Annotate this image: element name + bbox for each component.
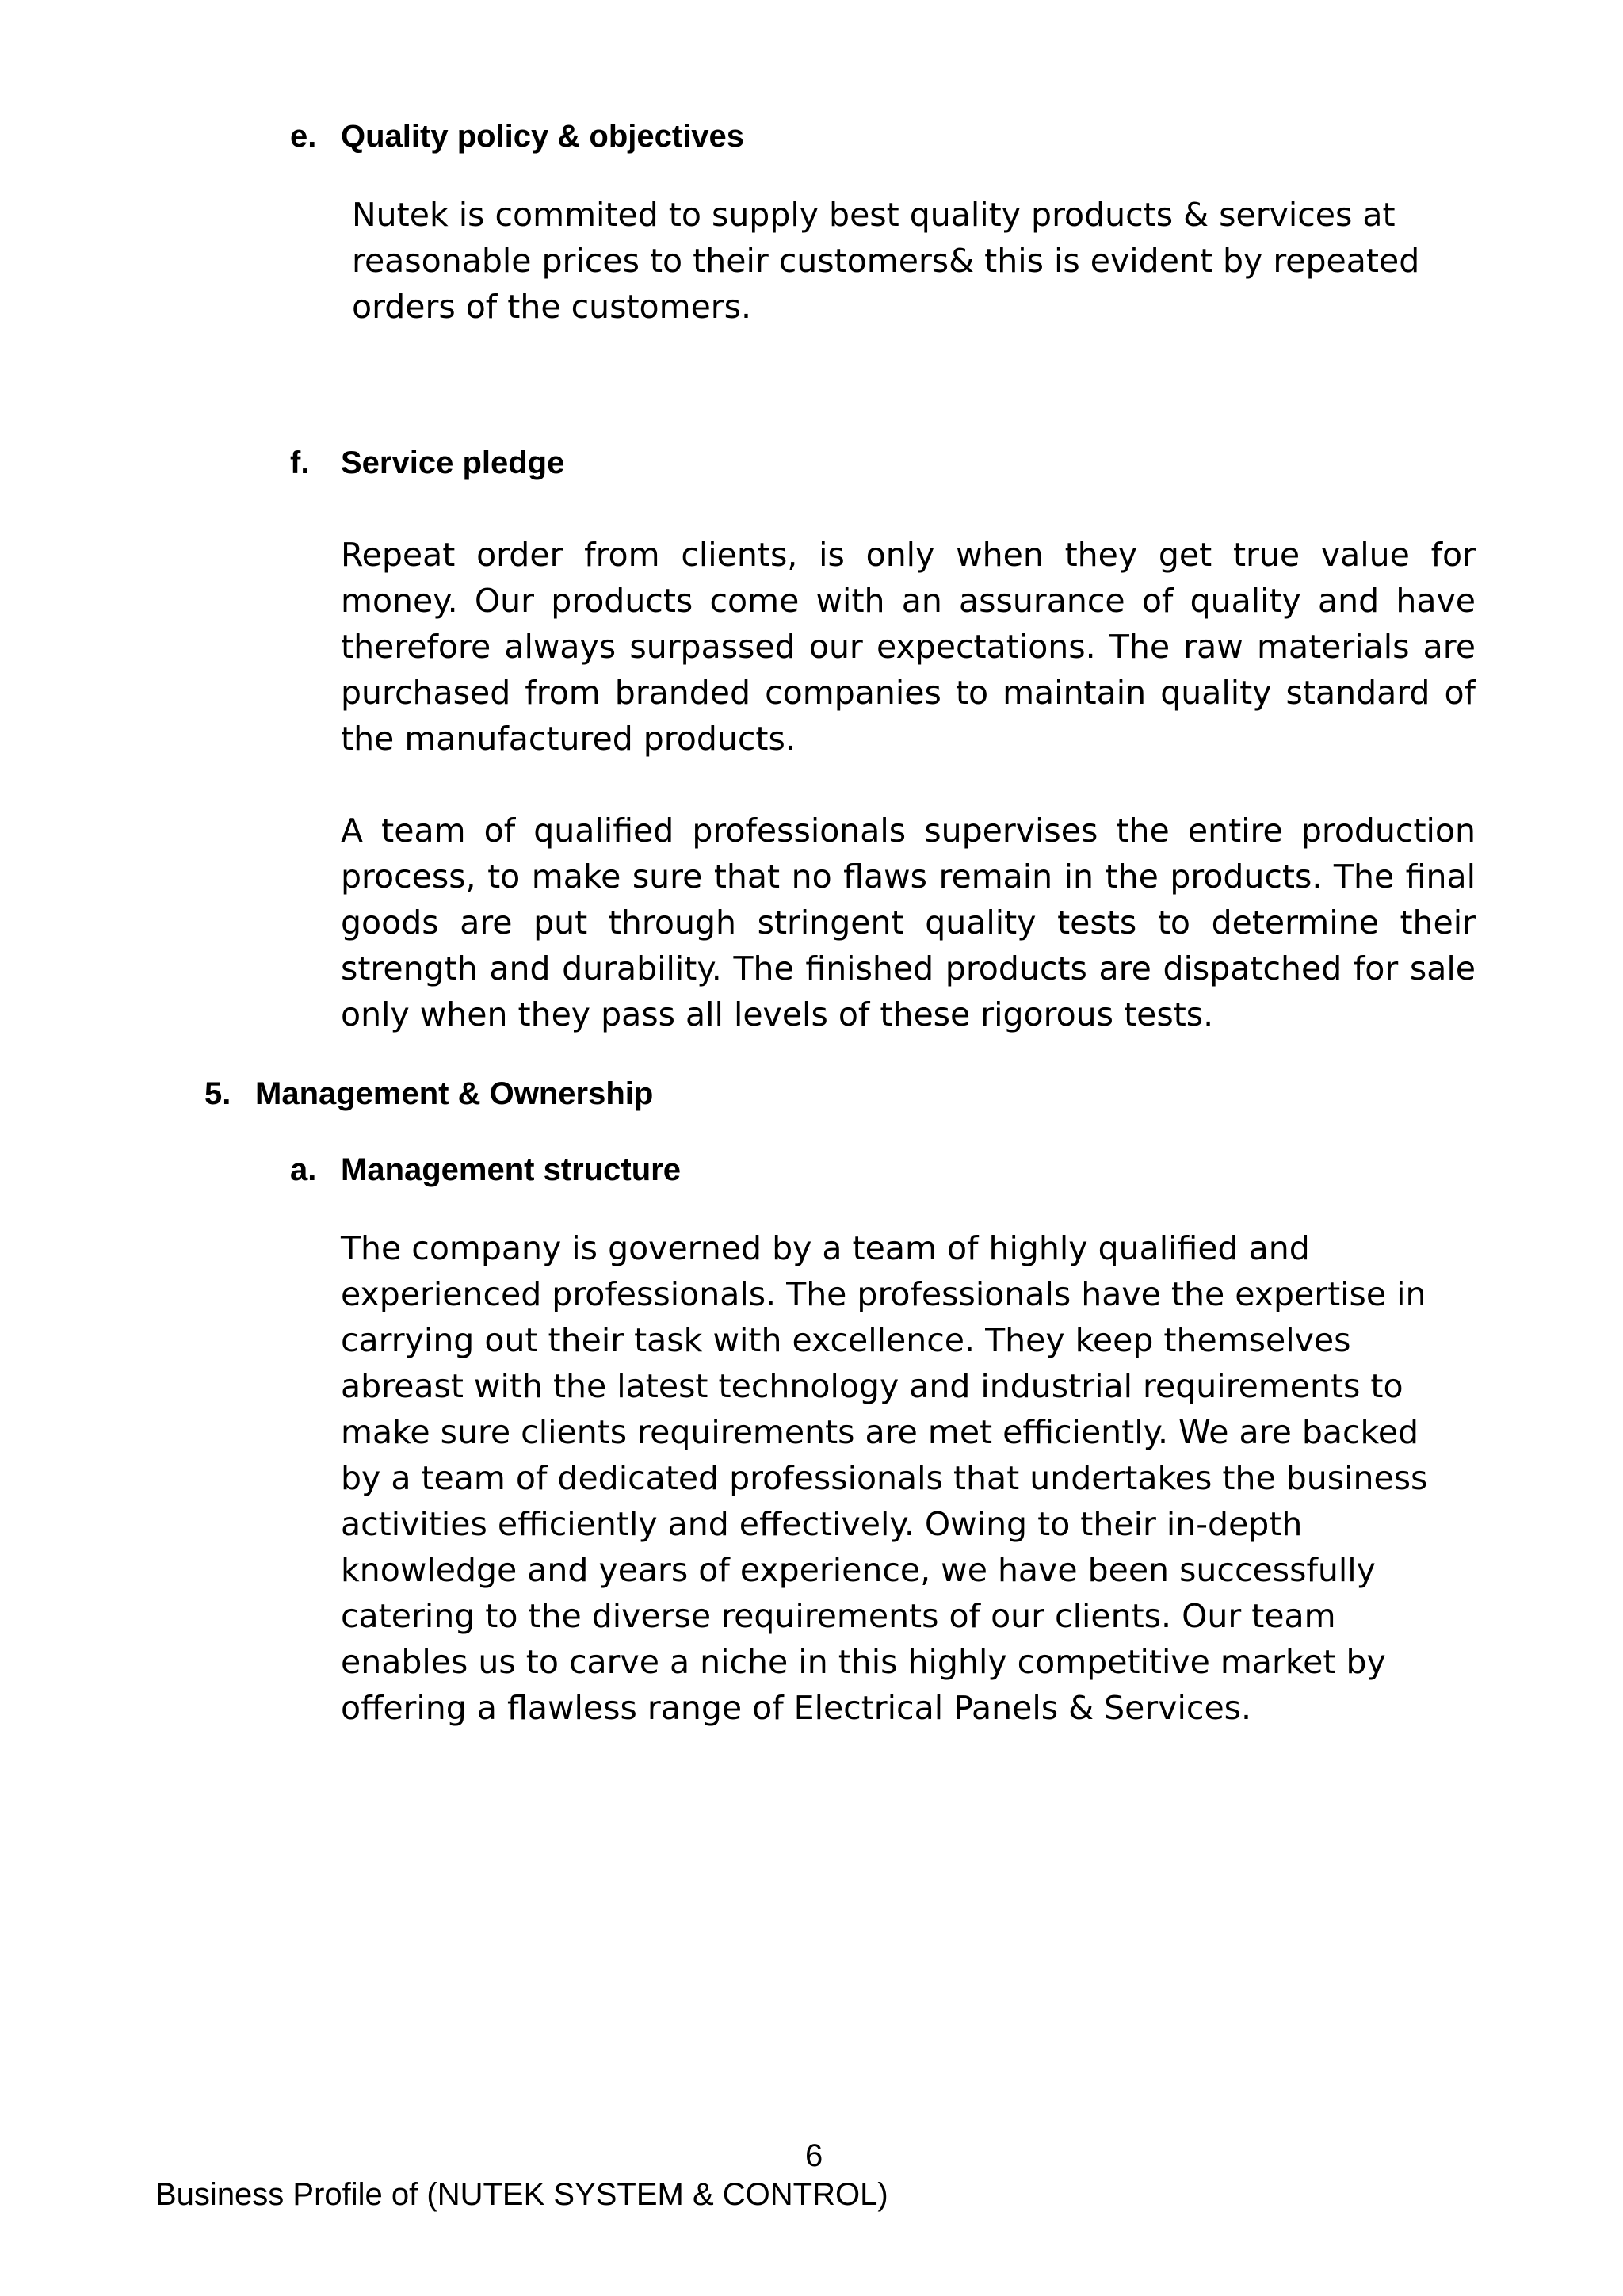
heading-title: Management structure (341, 1152, 681, 1187)
heading-management-structure (290, 1151, 681, 1189)
footer-text: Business Profile of (NUTEK SYSTEM & CONTROL) (155, 2177, 888, 2212)
heading-marker: 5. (204, 1076, 231, 1111)
heading-management-ownership (204, 1075, 653, 1113)
service-pledge-paragraph-2: A team of qualified professionals supervises the entire production process, to make sure that no flaws remain in the products. The final goods are put through stringent quality tests to determine their strength and durability. The finished products are dispatched for sale only when they pass all levels of these rigorous tests. (341, 812, 1476, 1033)
heading-title: Service pledge (341, 445, 565, 480)
page-number: 6 (805, 2138, 823, 2173)
heading-quality-policy (290, 117, 744, 155)
heading-title: Quality policy & objectives (341, 119, 745, 154)
heading-service-pledge (290, 444, 564, 482)
heading-title: Management & Ownership (255, 1076, 654, 1111)
quality-policy-text: Nutek is commited to supply best quality products & services at reasonable prices to their customers& this is evident by repeated orders of the customers. (352, 196, 1420, 326)
service-pledge-paragraph-1: Repeat order from clients, is only when they get true value for money. Our products come with an assurance of quality and have therefore always surpassed our expectations. The raw materials are purchased from branded companies to maintain quality standard of the manufactured products. (341, 536, 1476, 758)
heading-marker: f. (290, 445, 310, 480)
management-structure-text: The company is governed by a team of highly qualified and experienced professionals. The professionals have the expertise in carrying out their task with excellence. They keep themselves abreast with the latest technology and industrial requirements to make sure clients requirements are met efficiently. We are backed by a team of dedicated professionals that undertakes the business activities efficiently and effectively. Owing to their in-depth knowledge and years of experience, we have been successfully catering to the diverse requirements of our clients. Our team enables us to carve a niche in this highly competitive market by offering a flawless range of Electrical Panels & Services. (341, 1229, 1428, 1727)
heading-marker: e. (290, 119, 317, 154)
heading-marker: a. (290, 1152, 317, 1187)
